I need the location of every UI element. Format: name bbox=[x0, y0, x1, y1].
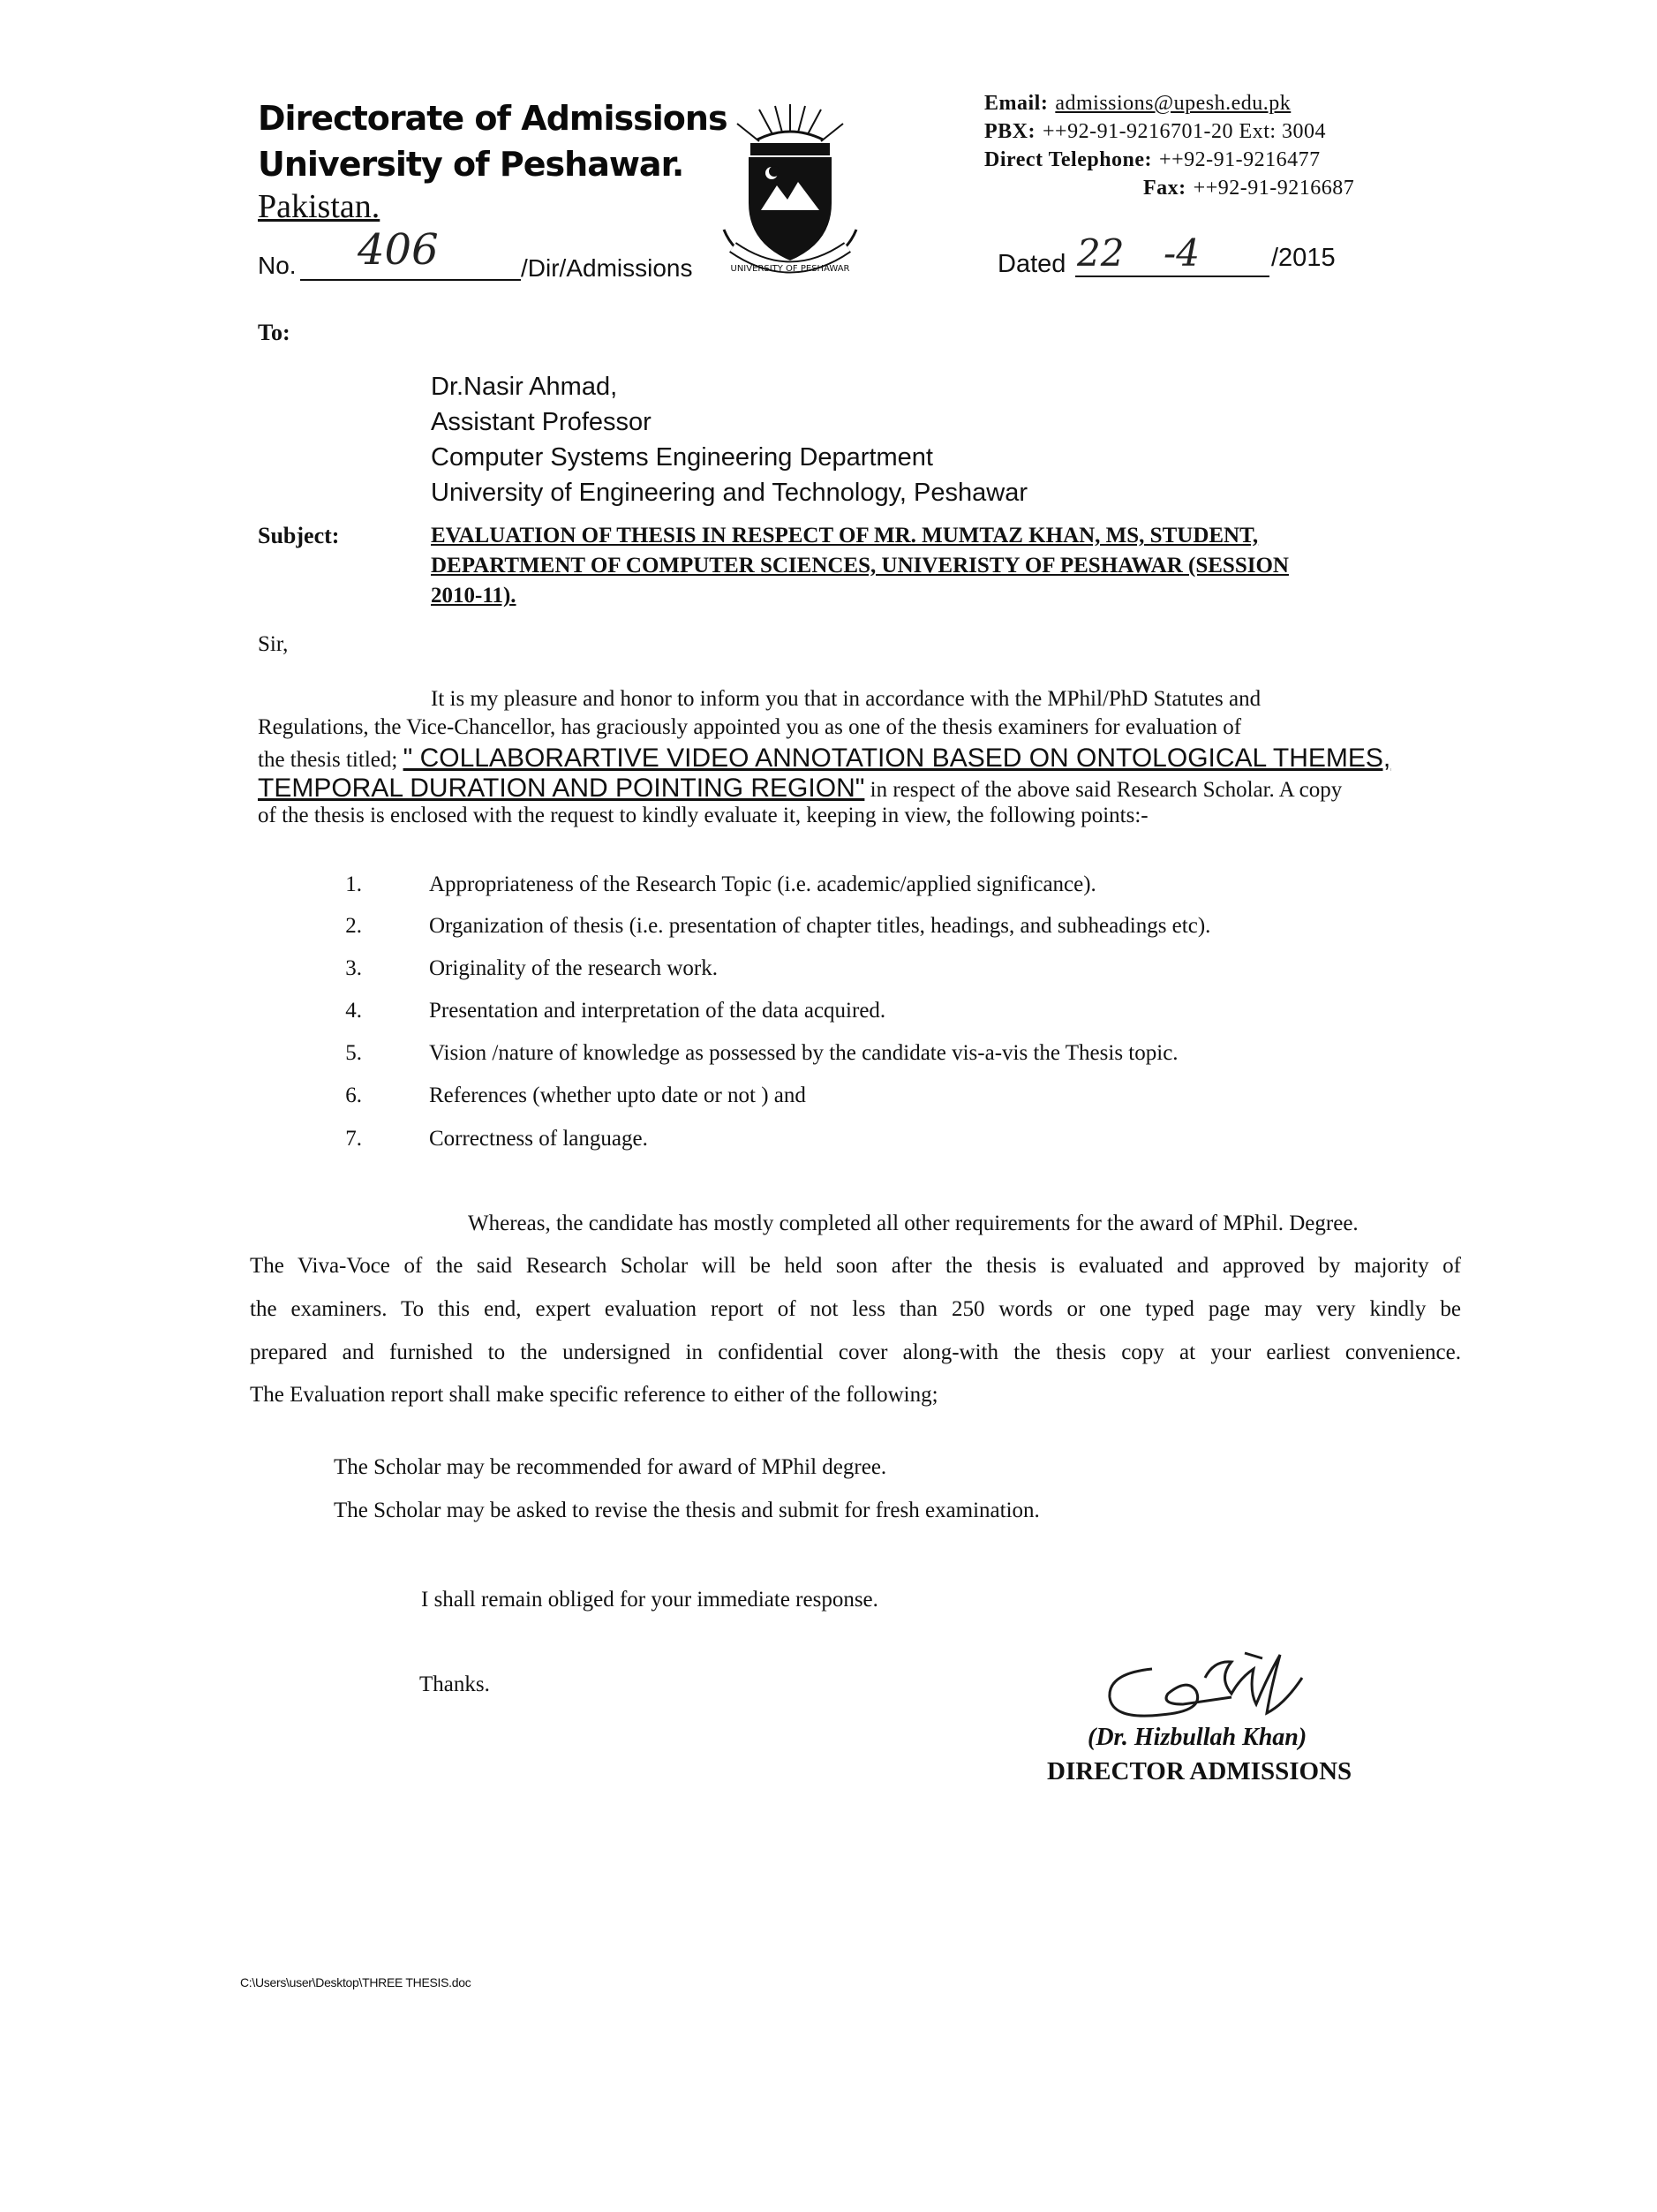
para1-line5: of the thesis is enclosed with the request to kindly evaluate it, keeping in view, the following points:- bbox=[258, 804, 1149, 827]
contact-direct-telephone bbox=[984, 148, 1321, 172]
ref-number-handwritten: 406 bbox=[358, 225, 439, 275]
to-label: To: bbox=[258, 320, 290, 345]
subject-line-3: 2010-11). bbox=[431, 584, 516, 608]
para2-line1: Whereas, the candidate has mostly completed all other requirements for the award of MPhil. Degree. bbox=[468, 1212, 1359, 1235]
dated-day-handwritten: 22 bbox=[1077, 231, 1125, 275]
para1-line2: Regulations, the Vice-Chancellor, has graciously appointed you as one of the thesis examiners for evaluation of bbox=[258, 715, 1242, 739]
point-number: 1. bbox=[345, 872, 362, 896]
contact-email-label: Email: bbox=[984, 92, 1049, 115]
para1-line1: It is my pleasure and honor to inform you that in accordance with the MPhil/PhD Statutes and bbox=[431, 687, 1262, 711]
contact-pbx bbox=[984, 120, 1326, 144]
contact-email-value[interactable]: admissions@upesh.edu.pk bbox=[1055, 92, 1292, 115]
org-university: University of Peshawar. bbox=[258, 145, 684, 184]
ref-prefix: No. bbox=[258, 252, 297, 279]
option-recommend: The Scholar may be recommended for award of MPhil degree. bbox=[334, 1455, 887, 1479]
salutation: Sir, bbox=[258, 632, 289, 656]
university-emblem-icon bbox=[706, 97, 874, 287]
point-number: 6. bbox=[345, 1083, 362, 1107]
recipient-block bbox=[431, 369, 1028, 510]
point-number: 7. bbox=[345, 1127, 362, 1151]
recipient-institution: University of Engineering and Technology, Peshawar bbox=[431, 479, 1028, 507]
point-number: 4. bbox=[345, 999, 362, 1023]
contact-pbx-value: ++92-91-9216701-20 Ext: 3004 bbox=[1043, 120, 1327, 143]
para2-line5: The Evaluation report shall make specific reference to either of the following; bbox=[250, 1383, 938, 1407]
recipient-department: Computer Systems Engineering Department bbox=[431, 443, 933, 472]
contact-pbx-label: PBX: bbox=[984, 120, 1036, 143]
contact-email bbox=[984, 92, 1291, 116]
point-number: 2. bbox=[345, 914, 362, 938]
point-text: References (whether upto date or not ) and bbox=[429, 1083, 806, 1107]
dated-label: Dated bbox=[998, 250, 1066, 278]
contact-fax-label: Fax: bbox=[1143, 177, 1186, 200]
org-country: Pakistan. bbox=[258, 188, 380, 225]
dated-underline bbox=[1075, 276, 1269, 277]
dated-month-handwritten: -4 bbox=[1164, 231, 1200, 275]
org-name: Directorate of Admissions bbox=[258, 99, 727, 138]
ref-underline bbox=[300, 279, 521, 281]
point-text: Originality of the research work. bbox=[429, 956, 718, 980]
thesis-title-line1: " COLLABORARTIVE VIDEO ANNOTATION BASED ON ONTOLOGICAL THEMES, bbox=[403, 744, 1391, 773]
recipient-name: Dr.Nasir Ahmad, bbox=[431, 373, 618, 401]
emblem-caption: UNIVERSITY OF PESHAWAR bbox=[730, 264, 850, 274]
dated-year: /2015 bbox=[1271, 244, 1336, 272]
thanks-line: Thanks. bbox=[419, 1672, 490, 1696]
para1-line4 bbox=[258, 774, 1342, 804]
subject-label: Subject: bbox=[258, 523, 340, 548]
para2-line4: prepared and furnished to the undersigned in confidential cover along-with the thesis copy at your earliest convenience. bbox=[250, 1340, 1461, 1364]
para2-line3: the examiners. To this end, expert evaluation report of not less than 250 words or one typed page may very kindly be bbox=[250, 1297, 1461, 1321]
contact-fax bbox=[1143, 177, 1354, 200]
closing-line: I shall remain obliged for your immediate response. bbox=[421, 1588, 878, 1612]
thesis-title-line2: TEMPORAL DURATION AND POINTING REGION" bbox=[258, 774, 865, 803]
contact-direct-value: ++92-91-9216477 bbox=[1159, 148, 1321, 171]
point-text: Vision /nature of knowledge as possessed by the candidate vis-a-vis the Thesis topic. bbox=[429, 1041, 1179, 1065]
subject-line-2: DEPARTMENT OF COMPUTER SCIENCES, UNIVERISTY OF PESHAWAR (SESSION bbox=[431, 554, 1289, 578]
recipient-designation: Assistant Professor bbox=[431, 408, 652, 436]
point-text: Organization of thesis (i.e. presentation of chapter titles, headings, and subheadings etc). bbox=[429, 914, 1211, 938]
point-text: Correctness of language. bbox=[429, 1127, 648, 1151]
point-number: 3. bbox=[345, 956, 362, 980]
signatory-title: DIRECTOR ADMISSIONS bbox=[1047, 1757, 1352, 1785]
subject-text bbox=[431, 521, 1289, 611]
ref-suffix: /Dir/Admissions bbox=[521, 254, 693, 282]
para1-line4-suffix: in respect of the above said Research Scholar. A copy bbox=[870, 778, 1343, 802]
subject-line-1: EVALUATION OF THESIS IN RESPECT OF MR. MUMTAZ KHAN, MS, STUDENT, bbox=[431, 524, 1259, 547]
footer-file-path: C:\Users\user\Desktop\THREE THESIS.doc bbox=[240, 1975, 471, 1989]
para1-line3 bbox=[258, 744, 1390, 774]
contact-fax-value: ++92-91-9216687 bbox=[1193, 177, 1355, 200]
signatory-name: (Dr. Hizbullah Khan) bbox=[1088, 1724, 1307, 1751]
thesis-titled-prefix: the thesis titled; bbox=[258, 748, 398, 772]
point-text: Appropriateness of the Research Topic (i.e. academic/applied significance). bbox=[429, 872, 1096, 896]
point-text: Presentation and interpretation of the data acquired. bbox=[429, 999, 886, 1023]
para2-line2: The Viva-Voce of the said Research Scholar will be held soon after the thesis is evaluated and approved by majority of bbox=[250, 1254, 1461, 1278]
contact-direct-label: Direct Telephone: bbox=[984, 148, 1153, 171]
point-number: 5. bbox=[345, 1041, 362, 1065]
option-revise: The Scholar may be asked to revise the thesis and submit for fresh examination. bbox=[334, 1499, 1040, 1522]
